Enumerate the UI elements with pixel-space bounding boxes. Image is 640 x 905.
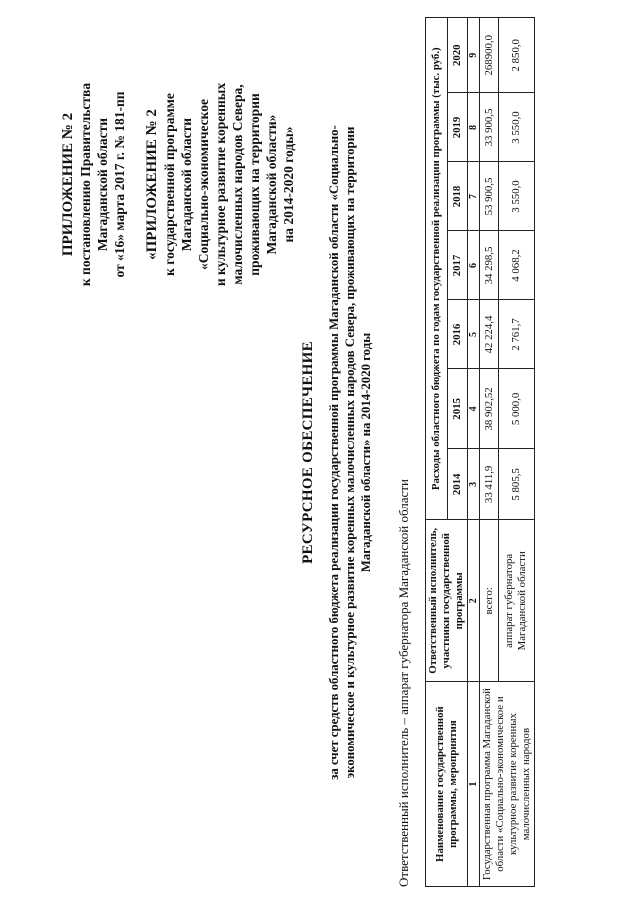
value-cell: 2 761,7 (498, 300, 534, 369)
executor-cell: аппарат губернатора Магаданской области (498, 520, 534, 682)
header-program-name: Наименование государственной программы, мероприятия (426, 682, 468, 887)
year-header: 2016 (447, 300, 467, 369)
value-cell: 4 068,2 (498, 231, 534, 300)
value-cell: 33 411,9 (480, 449, 499, 520)
appendix-line: Магаданской области (179, 117, 194, 252)
appendix-line: «Социально-экономическое (196, 99, 211, 270)
appendix-date: от «16» марта 2017 г. № 181-пп (112, 91, 127, 278)
appendix-block (60, 12, 297, 357)
program-name-cell: Государственная программа Магаданской области «Социально-экономическое и культурное развитие коренных малочисленных народов (480, 682, 535, 887)
appendix-line: к постановлению Правительства (78, 82, 93, 287)
value-cell: 42 224,4 (480, 300, 499, 369)
document-title: РЕСУРСНОЕ ОБЕСПЕЧЕНИЕ (300, 341, 316, 564)
appendix-line: на 2014-2020 годы» (281, 126, 296, 243)
appendix-line: и культурное развитие коренных (213, 82, 228, 287)
column-number: 8 (468, 93, 480, 162)
value-cell: 38 902,52 (480, 369, 499, 449)
header-executor: Ответственный исполнитель, участники государственной программы (426, 520, 468, 682)
value-cell: 34 298,5 (480, 231, 499, 300)
column-number: 5 (468, 300, 480, 369)
value-cell: 268900,0 (480, 18, 499, 94)
value-cell: 5 000,0 (498, 369, 534, 449)
appendix-line: к государственной программе (162, 93, 177, 276)
header-expenses: Расходы областного бюджета по годам государственной реализации программы (тыс. руб.) (426, 18, 448, 520)
value-cell: 2 850,0 (498, 18, 534, 94)
appendix-line: Магаданской области (95, 117, 110, 252)
value-cell: 3 550,0 (498, 93, 534, 162)
column-number: 4 (468, 369, 480, 449)
appendix-line: малочисленных народов Севера, (230, 84, 245, 285)
year-header: 2015 (447, 369, 467, 449)
appendix-line: проживающих на территории (247, 93, 262, 276)
column-number: 7 (468, 162, 480, 231)
subtitle-line: Магаданской области» на 2014-2020 годы (359, 332, 373, 573)
column-number: 9 (468, 18, 480, 94)
column-number: 1 (468, 682, 480, 887)
subtitle-line: экономическое и культурное развитие коренных малочисленных народов Севера, проживающих на территории (343, 126, 357, 779)
resource-table (425, 17, 535, 887)
value-cell: 5 805,5 (498, 449, 534, 520)
column-number: 2 (468, 520, 480, 682)
year-header: 2020 (447, 18, 467, 94)
year-header: 2018 (447, 162, 467, 231)
value-cell: 53 900,5 (480, 162, 499, 231)
year-header: 2014 (447, 449, 467, 520)
table-row (480, 18, 499, 887)
year-header: 2017 (447, 231, 467, 300)
appendix-title: ПРИЛОЖЕНИЕ № 2 (60, 112, 76, 257)
value-cell: 33 900,5 (480, 93, 499, 162)
value-cell: 3 550,0 (498, 162, 534, 231)
subtitle-line: за счет средств областного бюджета реализации государственной программы Магаданской области «Социально- (327, 125, 341, 780)
executor-cell: всего: (480, 520, 499, 682)
responsible-executor: Ответственный исполнитель – аппарат губернатора Магаданской области (396, 479, 411, 887)
document-subtitle (326, 30, 374, 875)
year-header: 2019 (447, 93, 467, 162)
column-number: 3 (468, 449, 480, 520)
appendix-title-2: «ПРИЛОЖЕНИЕ № 2 (144, 109, 160, 260)
column-number: 6 (468, 231, 480, 300)
appendix-line: Магаданской области» (264, 114, 279, 255)
